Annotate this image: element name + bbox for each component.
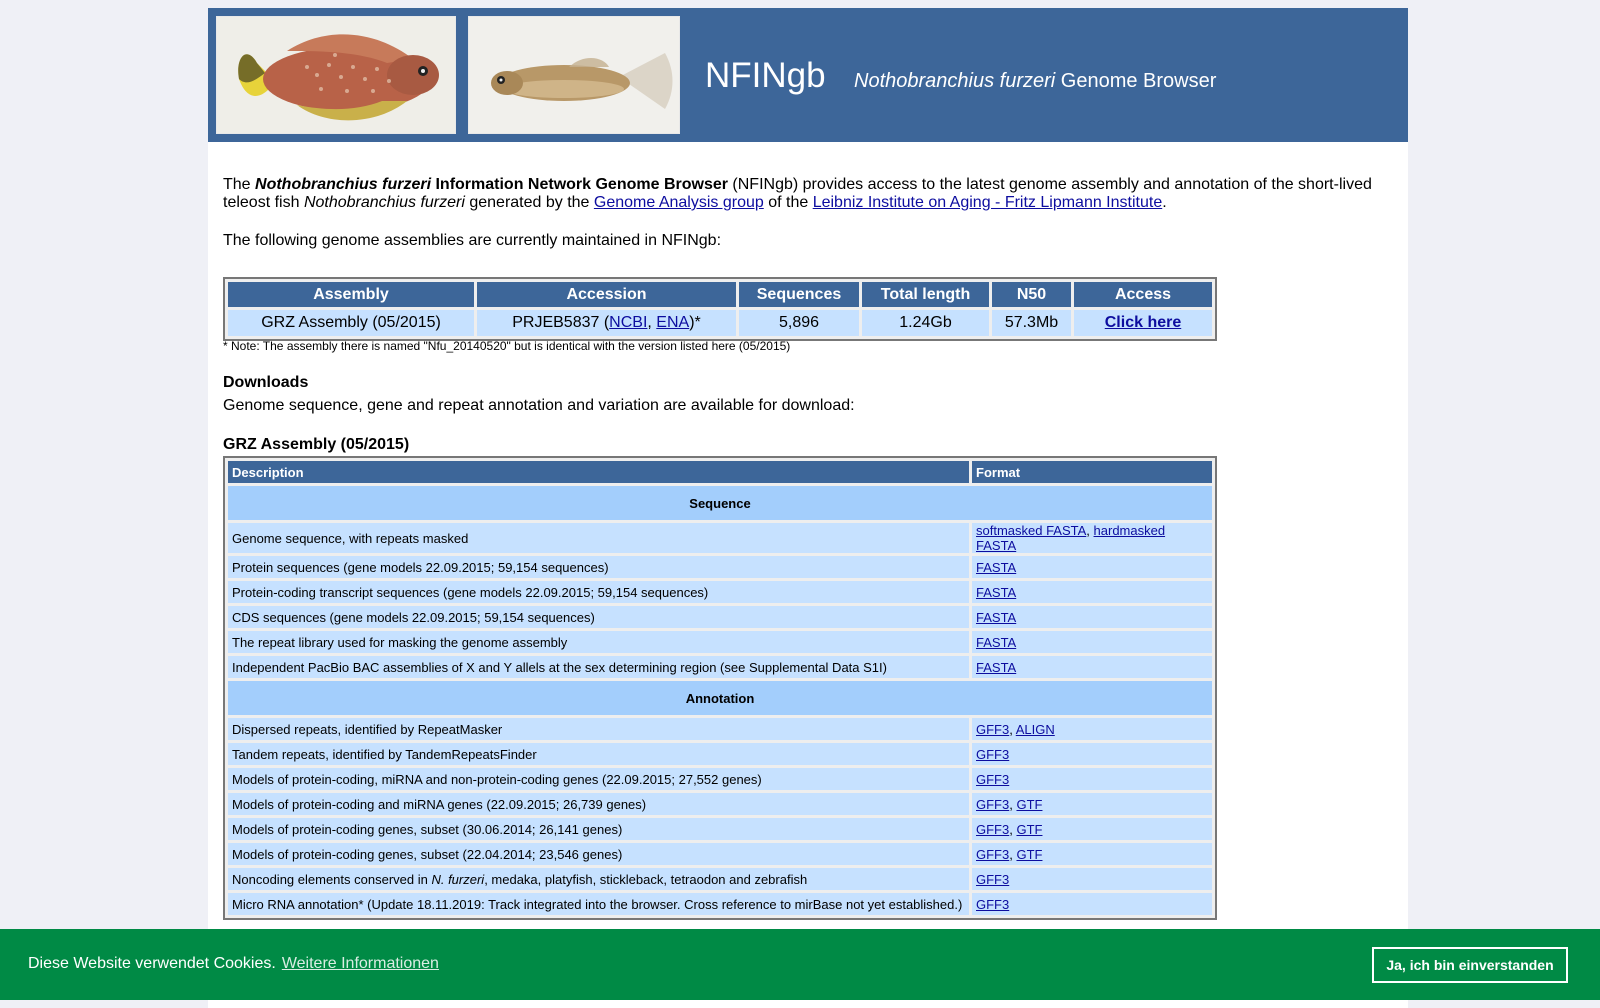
- download-description: Models of protein-coding genes, subset (22.04.2014; 23,546 genes): [228, 843, 969, 865]
- downloads-assembly-title: GRZ Assembly (05/2015): [223, 436, 410, 453]
- download-description: Models of protein-coding and miRNA genes (22.09.2015; 26,739 genes): [228, 793, 969, 815]
- download-description: Micro RNA annotation* (Update 18.11.2019: Track integrated into the browser. Cross reference to mirBase not yet established.): [228, 893, 969, 915]
- separator: ,: [1009, 821, 1017, 837]
- download-formats: [972, 556, 1212, 578]
- intro-text: generated by the: [464, 194, 594, 211]
- download-formats: [972, 581, 1212, 603]
- download-link[interactable]: FASTA: [976, 559, 1017, 575]
- table-row: [228, 893, 1212, 915]
- separator: ,: [1086, 523, 1094, 538]
- download-link[interactable]: GFF3: [976, 871, 1010, 887]
- column-header: Format: [972, 461, 1212, 483]
- ena-link[interactable]: ENA: [656, 314, 690, 331]
- download-link[interactable]: FASTA: [976, 584, 1017, 600]
- separator: ,: [1009, 796, 1017, 812]
- accession-suffix: )*: [689, 314, 701, 331]
- intro-species: Nothobranchius furzeri: [255, 176, 432, 193]
- ncbi-link[interactable]: NCBI: [609, 314, 648, 331]
- table-header-row: [228, 461, 1212, 483]
- table-row: [228, 631, 1212, 653]
- leibniz-institute-link[interactable]: Leibniz Institute on Aging - Fritz Lipmann Institute: [812, 194, 1163, 211]
- intro-bold-title: [255, 176, 728, 193]
- intro-species: Nothobranchius furzeri: [303, 194, 465, 211]
- sequence-section-row: [228, 486, 1212, 520]
- download-description: The repeat library used for masking the genome assembly: [228, 631, 969, 653]
- column-header: Total length: [862, 282, 989, 307]
- genome-analysis-group-link[interactable]: Genome Analysis group: [593, 194, 764, 211]
- site-title: NFINgb: [705, 56, 826, 95]
- n50-value: 57.3Mb: [992, 310, 1071, 336]
- download-formats: [972, 893, 1212, 915]
- table-row: [228, 310, 1212, 336]
- sequence-count: 5,896: [739, 310, 859, 336]
- table-row: [228, 656, 1212, 678]
- table-row: [228, 843, 1212, 865]
- page-container: [208, 8, 1408, 1008]
- download-link[interactable]: GFF3: [976, 846, 1010, 862]
- download-link[interactable]: GTF: [1016, 796, 1043, 812]
- download-description: [228, 868, 969, 890]
- assemblies-intro: The following genome assemblies are currently maintained in NFINgb:: [223, 232, 722, 249]
- access-link[interactable]: Click here: [1104, 314, 1182, 331]
- download-description: Protein-coding transcript sequences (gene models 22.09.2015; 59,154 sequences): [228, 581, 969, 603]
- download-description: CDS sequences (gene models 22.09.2015; 59,154 sequences): [228, 606, 969, 628]
- download-formats: [972, 523, 1212, 553]
- intro-text: of the: [763, 194, 813, 211]
- download-link[interactable]: FASTA: [976, 659, 1017, 675]
- assembly-name: GRZ Assembly (05/2015): [228, 310, 474, 336]
- download-description: Models of protein-coding, miRNA and non-protein-coding genes (22.09.2015; 27,552 genes): [228, 768, 969, 790]
- table-row: [228, 523, 1212, 553]
- download-description: Models of protein-coding genes, subset (30.06.2014; 26,141 genes): [228, 818, 969, 840]
- download-description: Genome sequence, with repeats masked: [228, 523, 969, 553]
- download-link[interactable]: GFF3: [976, 796, 1010, 812]
- download-link[interactable]: softmasked FASTA: [976, 523, 1087, 538]
- download-description: Tandem repeats, identified by TandemRepeatsFinder: [228, 743, 969, 765]
- download-description: Independent PacBio BAC assemblies of X and Y allels at the sex determining region (see Supplemental Data S1I): [228, 656, 969, 678]
- site-subtitle: [854, 70, 1216, 93]
- table-row: [228, 606, 1212, 628]
- download-formats: [972, 868, 1212, 890]
- download-link[interactable]: GTF: [1016, 821, 1043, 837]
- table-header-row: [228, 282, 1212, 307]
- table-row: [228, 793, 1212, 815]
- download-link[interactable]: GFF3: [976, 821, 1010, 837]
- separator: ,: [1009, 721, 1016, 737]
- annotation-section-header: Annotation: [228, 681, 1212, 715]
- subtitle-rest: Genome Browser: [1055, 70, 1217, 92]
- annotation-section-row: [228, 681, 1212, 715]
- download-link[interactable]: GFF3: [976, 721, 1010, 737]
- cookie-banner: [0, 929, 1600, 1000]
- download-link[interactable]: hardmasked FASTA: [976, 523, 1166, 553]
- separator: ,: [1009, 846, 1017, 862]
- download-formats: [972, 718, 1212, 740]
- downloads-text: Genome sequence, gene and repeat annotation and variation are available for download:: [223, 397, 855, 414]
- site-header: [208, 8, 1408, 142]
- download-link[interactable]: FASTA: [976, 609, 1017, 625]
- column-header: Assembly: [228, 282, 474, 307]
- total-length: 1.24Gb: [862, 310, 989, 336]
- column-header: Accession: [477, 282, 736, 307]
- cookie-message: [28, 955, 439, 973]
- download-link[interactable]: GTF: [1016, 846, 1043, 862]
- assemblies-table: [223, 277, 1217, 341]
- download-link[interactable]: GFF3: [976, 746, 1010, 762]
- table-row: [228, 556, 1212, 578]
- table-row: [228, 768, 1212, 790]
- download-link[interactable]: FASTA: [976, 634, 1017, 650]
- download-formats: [972, 843, 1212, 865]
- subtitle-species: Nothobranchius furzeri: [854, 70, 1056, 92]
- access-cell: [1074, 310, 1212, 336]
- downloads-heading: Downloads: [223, 374, 309, 391]
- download-formats: [972, 606, 1212, 628]
- sequence-section-header: Sequence: [228, 486, 1212, 520]
- download-formats: [972, 743, 1212, 765]
- column-header: N50: [992, 282, 1071, 307]
- download-formats: [972, 793, 1212, 815]
- intro-section: [223, 176, 1393, 250]
- table-row: [228, 581, 1212, 603]
- table-row: [228, 818, 1212, 840]
- intro-text: (NFINgb) provides access to the latest genome assembly and annotation of the short-lived teleost fish: [223, 176, 1372, 211]
- accession-cell: [477, 310, 736, 336]
- column-header: Sequences: [739, 282, 859, 307]
- column-header: Description: [228, 461, 969, 483]
- cookie-accept-button[interactable]: Ja, ich bin einverstanden: [1372, 947, 1568, 983]
- intro-bold-rest: Information Network Genome Browser: [431, 176, 728, 193]
- download-link[interactable]: GFF3: [976, 771, 1010, 787]
- download-formats: [972, 631, 1212, 653]
- table-row: [228, 868, 1212, 890]
- download-description: Protein sequences (gene models 22.09.2015; 59,154 sequences): [228, 556, 969, 578]
- killifish-male-image: [216, 16, 456, 134]
- assembly-note: * Note: The assembly there is named "Nfu_20140520" but is identical with the version listed here (05/2015): [223, 339, 791, 353]
- table-row: [228, 718, 1212, 740]
- cookie-more-info-link[interactable]: Weitere Informationen: [281, 955, 439, 972]
- table-row: [228, 743, 1212, 765]
- cookie-text: Diese Website verwendet Cookies.: [28, 955, 276, 972]
- description-species: N. furzeri: [431, 871, 485, 887]
- download-description: Dispersed repeats, identified by RepeatMasker: [228, 718, 969, 740]
- killifish-female-image: [468, 16, 680, 134]
- accession-id: PRJEB5837 (: [512, 314, 610, 331]
- download-formats: [972, 656, 1212, 678]
- description-text: Noncoding elements conserved in: [232, 871, 432, 887]
- download-link[interactable]: GFF3: [976, 896, 1010, 912]
- description-text: , medaka, platyfish, stickleback, tetraodon and zebrafish: [484, 871, 808, 887]
- intro-text: The: [223, 176, 256, 193]
- separator: ,: [647, 314, 657, 331]
- intro-paragraph: [223, 176, 1393, 212]
- download-formats: [972, 768, 1212, 790]
- download-link[interactable]: ALIGN: [1015, 721, 1055, 737]
- downloads-table-body: [228, 486, 1212, 915]
- column-header: Access: [1074, 282, 1212, 307]
- intro-text: .: [1162, 194, 1167, 211]
- download-formats: [972, 818, 1212, 840]
- downloads-table: [223, 456, 1217, 920]
